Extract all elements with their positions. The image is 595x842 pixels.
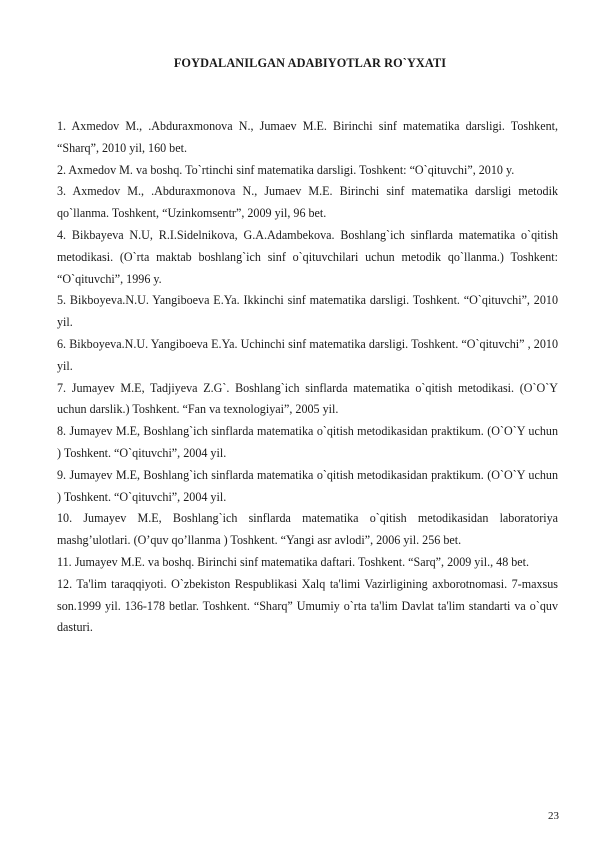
reference-item-12: 12. Ta'lim taraqqiyoti. O`zbekiston Respublikasi Xalq ta'limi Vazirligining axborotnomasi. 7-maxsus son.1999 yil. 136-178 betlar. Toshkent. “Sharq” Umumiy o`rta ta'lim Davlat ta'lim standarti va o`quv dasturi.	[57, 576, 558, 635]
reference-item-1: 1. Axmedov M., .Abduraxmonova N., Jumaev M.E. Birinchi sinf matematika darsligi. Toshkent, “Sharq”, 2010 yil, 160 bet.	[57, 119, 558, 155]
reference-item-9: 9. Jumayev M.E, Boshlang`ich sinflarda matematika o`qitish metodikasidan praktikum. (O`O`Y uchun ) Toshkent. “O`qituvchi”, 2004 yil.	[57, 467, 558, 504]
reference-item-11: 11. Jumayev M.E. va boshq. Birinchi sinf matematika daftari. Toshkent. “Sarq”, 2009 yil., 48 bet.	[57, 554, 530, 569]
reference-item-10: 10. Jumayev M.E, Boshlang`ich sinflarda matematika o`qitish metodikasidan laboratoriya mashg’ulotlari. (O’quv qo’llanma ) Toshkent. “Yangi asr avlodi”, 2006 yil. 256 bet.	[57, 511, 558, 548]
reference-item-4: 4. Bikbayeva N.U, R.I.Sidelnikova, G.A.Adambekova. Boshlang`ich sinflarda matematika o`qitish metodikasi. (O`rta maktab boshlang`ich sinf o`qituvchilari uchun metodik qo`llanma.) Toshkent: “O`qituvchi”, 1996 y.	[57, 227, 558, 286]
reference-item-2: 2. Axmedov M. va boshq. To`rtinchi sinf matematika darsligi. Toshkent: “O`qituvchi”, 2010 y.	[57, 162, 515, 177]
reference-item-7: 7. Jumayev M.E, Tadjiyeva Z.G`. Boshlang`ich sinflarda matematika o`qitish metodikasi. (O`O`Y uchun darslik.) Toshkent. “Fan va texnologiyai”, 2005 yil.	[57, 380, 558, 417]
reference-item-5: 5. Bikboyeva.N.U. Yangiboeva E.Ya. Ikkinchi sinf matematika darsligi. Toshkent. “O`qituvchi”, 2010 yil.	[57, 293, 558, 330]
reference-item-3: 3. Axmedov M., .Abduraxmonova N., Jumaev M.E. Birinchi sinf matematika darsligi metodik qo`llanma. Toshkent, “Uzinkomsentr”, 2009 yil, 96 bet.	[57, 184, 558, 221]
reference-item-8: 8. Jumayev M.E, Boshlang`ich sinflarda matematika o`qitish metodikasidan praktikum. (O`O`Y uchun ) Toshkent. “O`qituvchi”, 2004 yil.	[57, 424, 558, 460]
page-title: FOYDALANILGAN ADABIYOTLAR RO`YXATI	[173, 56, 447, 70]
reference-item-6: 6. Bikboyeva.N.U. Yangiboeva E.Ya. Uchinchi sinf matematika darsligi. Toshkent. “O`qituvchi” , 2010 yil.	[57, 336, 558, 373]
reference-list	[57, 116, 558, 639]
page-number: 23	[548, 810, 559, 822]
